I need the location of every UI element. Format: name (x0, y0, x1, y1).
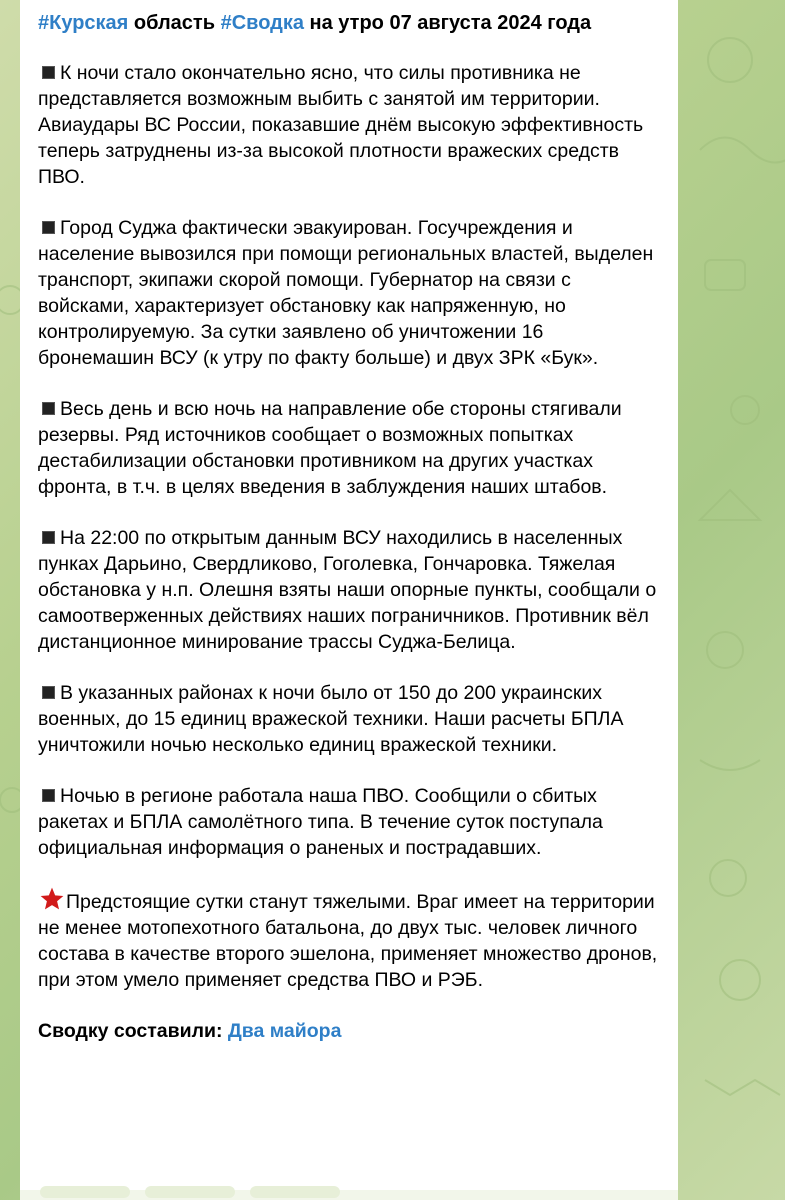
message-footer (38, 1018, 658, 1044)
black-square-icon (42, 531, 55, 544)
hashtag-kursk[interactable]: #Курская (38, 12, 129, 34)
red-star-icon (38, 886, 66, 912)
paragraph-text: К ночи стало окончательно ясно, что силы противника не представляется возможным выбить с занятой им территории. Авиаудары ВС России, показавшие днём высокую эффективность теперь затруднены из-за высокой плотности вражеских средств ПВО. (38, 62, 644, 188)
paragraph-4 (38, 525, 658, 655)
footer-label: Сводку составили: (38, 1020, 223, 1042)
black-square-icon (42, 686, 55, 699)
black-square-icon (42, 221, 55, 234)
black-square-icon (42, 789, 55, 802)
paragraph-final (38, 886, 658, 993)
headline-text-2: на утро 07 августа 2024 года (309, 12, 592, 34)
message-headline (38, 10, 658, 36)
reaction-pill[interactable] (250, 1186, 340, 1198)
paragraph-text: На 22:00 по открытым данным ВСУ находились в населенных пунках Дарьино, Свердликово, Гоголевка, Гончаровка. Тяжелая обстановка у н.п. Олешня взяты наши опорные пункты, сообщали о самоотверженных действиях наших пограничников. Противник вёл дистанционное минирование трассы Суджа-Белица. (38, 527, 657, 653)
reaction-pill[interactable] (145, 1186, 235, 1198)
paragraph-3 (38, 396, 658, 500)
paragraph-2 (38, 215, 658, 371)
paragraph-5 (38, 680, 658, 758)
paragraph-text: Предстоящие сутки станут тяжелыми. Враг имеет на территории не менее мотопехотного батальона, до двух тыс. человек личного состава в качестве второго эшелона, применяет множество дронов, при этом умело применяет средства ПВО и РЭБ. (38, 891, 658, 991)
black-square-icon (42, 66, 55, 79)
black-square-icon (42, 402, 55, 415)
paragraph-text: В указанных районах к ночи было от 150 до 200 украинских военных, до 15 единиц вражеской техники. Наши расчеты БПЛА уничтожили ночью несколько единиц вражеской техники. (38, 682, 624, 756)
paragraph-1 (38, 60, 658, 190)
paragraph-text: Ночью в регионе работала наша ПВО. Сообщили о сбитых ракетах и БПЛА самолётного типа. В течение суток поступала официальная информация о раненых и пострадавших. (38, 785, 603, 859)
message-bubble (20, 0, 678, 1200)
headline-text-1: область (133, 12, 216, 34)
paragraph-text: Город Суджа фактически эвакуирован. Госучреждения и население вывозился при помощи региональных властей, выделен транспорт, экипажи скорой помощи. Губернатор на связи с войсками, характеризует обстановку как напряженную, но контролируемую. За сутки заявлено об уничтожении 16 бронемашин ВСУ (к утру по факту больше) и двух ЗРК «Бук». (38, 217, 654, 369)
author-link[interactable]: Два майора (227, 1020, 342, 1042)
reaction-pill[interactable] (40, 1186, 130, 1198)
paragraph-6 (38, 783, 658, 861)
hashtag-svodka[interactable]: #Сводка (220, 12, 304, 34)
paragraph-text: Весь день и всю ночь на направление обе стороны стягивали резервы. Ряд источников сообщает о возможных попытках дестабилизации обстановки противником на других участках фронта, в т.ч. в целях введения в заблуждения наших штабов. (38, 398, 622, 498)
